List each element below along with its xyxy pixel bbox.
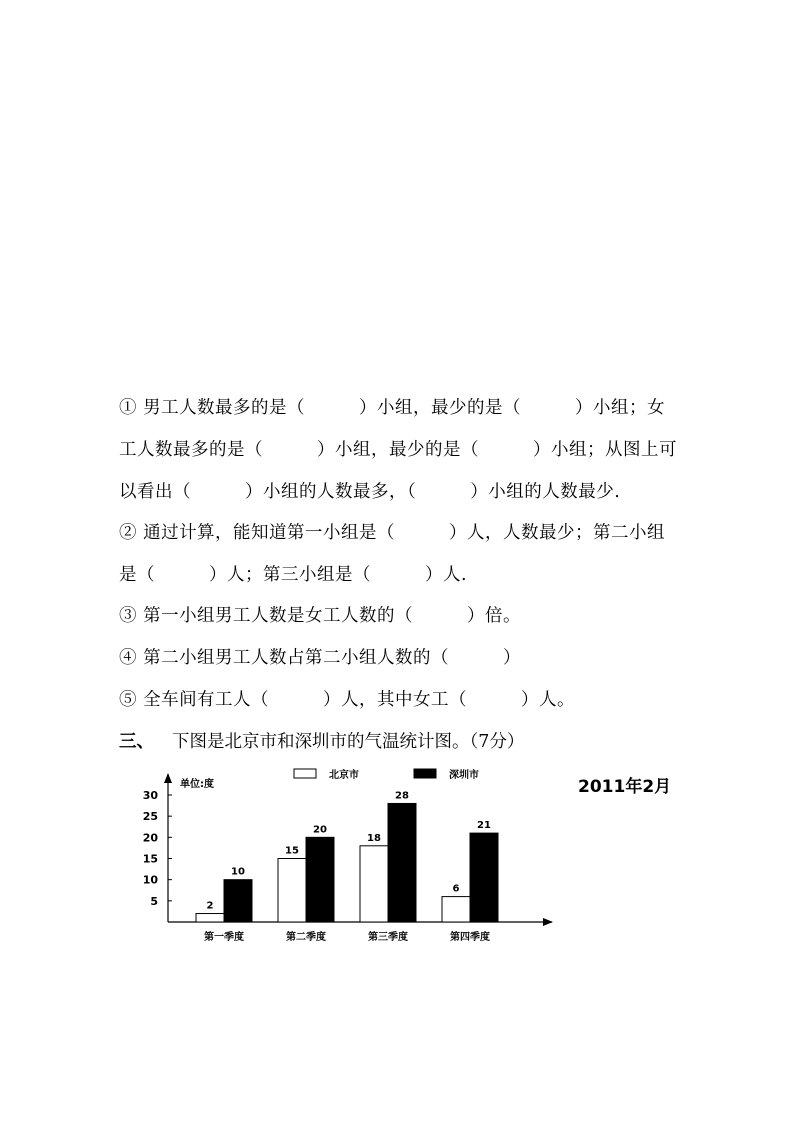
- bar-shenzhen: [224, 880, 252, 922]
- question-3: ③ 第一小组男工人数是女工人数的（ ）倍。: [119, 606, 522, 626]
- bar-beijing: [196, 914, 224, 922]
- y-tick-label: 5: [150, 894, 158, 908]
- x-category-label: 第四季度: [450, 932, 490, 943]
- legend-label: 北京市: [329, 770, 359, 781]
- bar-value-label: 6: [452, 883, 460, 895]
- y-tick-label: 20: [142, 831, 158, 845]
- x-category-label: 第三季度: [368, 932, 408, 943]
- bar-value-label: 28: [395, 790, 409, 802]
- question-1-line-3: 以看出（ ）小组的人数最多，（ ）小组的人数最少.: [119, 482, 621, 502]
- y-tick-label: 30: [142, 789, 158, 802]
- question-1-line-1: ① 男工人数最多的是（ ）小组，最少的是（ ）小组；女: [119, 398, 666, 418]
- bar-beijing: [360, 846, 388, 922]
- y-tick-label: 10: [142, 873, 158, 887]
- legend-swatch: [294, 769, 316, 778]
- chart-date: 2011年2月: [578, 777, 672, 797]
- bar-value-label: 2: [206, 900, 214, 912]
- x-category-label: 第二季度: [286, 932, 326, 943]
- temperature-bar-chart: [130, 762, 570, 952]
- question-2-line-1: ② 通过计算，能知道第一小组是（ ）人，人数最少；第二小组: [119, 523, 666, 543]
- legend-label: 深圳市: [449, 770, 479, 781]
- question-1-line-2: 工人数最多的是（ ）小组，最少的是（ ）小组；从图上可: [119, 440, 677, 460]
- bar-value-label: 15: [285, 845, 299, 857]
- bar-value-label: 18: [367, 832, 381, 844]
- section-3-title: [119, 730, 524, 754]
- y-tick-label: 15: [142, 852, 158, 866]
- bar-value-label: 10: [231, 866, 245, 878]
- y-axis-label: 单位:度: [180, 779, 214, 790]
- question-4: ④ 第二小组男工人数占第二小组人数的（ ）: [119, 648, 522, 668]
- question-5: ⑤ 全车间有工人（ ）人，其中女工（ ）人。: [119, 690, 576, 710]
- bar-shenzhen: [306, 837, 334, 922]
- legend-swatch: [414, 769, 436, 778]
- section-3-number: 三、: [119, 732, 154, 752]
- bar-value-label: 20: [313, 824, 327, 836]
- section-3-text: 下图是北京市和深圳市的气温统计图。（7分）: [172, 732, 525, 752]
- bar-shenzhen: [388, 803, 416, 922]
- y-tick-label: 25: [142, 810, 158, 824]
- bar-beijing: [278, 859, 306, 923]
- x-category-label: 第一季度: [204, 932, 244, 943]
- bar-beijing: [442, 897, 470, 922]
- bar-value-label: 21: [477, 820, 491, 832]
- question-2-line-2: 是（ ）人；第三小组是（ ）人.: [119, 565, 468, 585]
- bar-shenzhen: [470, 833, 498, 922]
